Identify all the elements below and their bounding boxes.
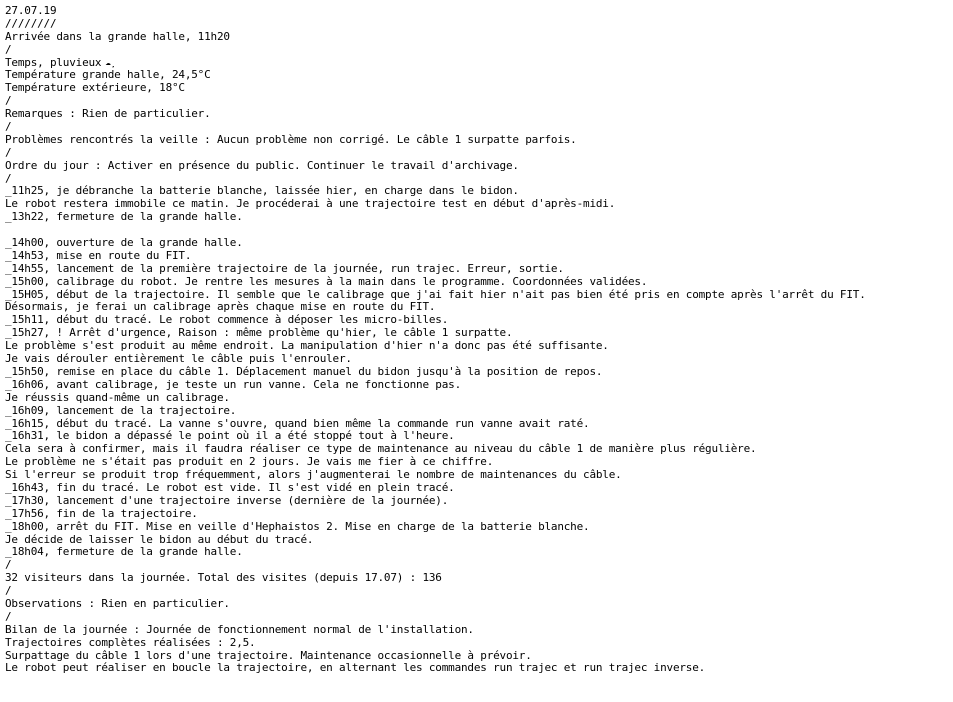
log-entry: _18h00, arrêt du FIT. Mise en veille d'Hephaistos 2. Mise en charge de la batterie blanche. <box>5 520 590 533</box>
log-date: 27.07.19 <box>5 5 57 17</box>
log-entry: _17h56, fin de la trajectoire. <box>5 507 198 520</box>
observations-line: Observations : Rien en particulier. <box>5 597 230 610</box>
separator-line: / <box>5 610 12 623</box>
separator-line: / <box>5 585 12 598</box>
log-entry: _15h50, remise en place du câble 1. Déplacement manuel du bidon jusqu'à la position de repos. <box>5 365 603 378</box>
summary-line: Bilan de la journée : Journée de fonctionnement normal de l'installation. <box>5 623 474 636</box>
log-entry: Le problème ne s'était pas produit en 2 jours. Je vais me fier à ce chiffre. <box>5 456 494 469</box>
log-entry: _16h43, fin du tracé. Le robot est vide. Il s'est vidé en plein tracé. <box>5 481 455 494</box>
log-entry: Je décide de laisser le bidon au début du tracé. <box>5 533 314 546</box>
log-entry: _15h11, début du tracé. Le robot commence à déposer les micro-billes. <box>5 314 449 327</box>
log-entry: _11h25, je débranche la batterie blanche, laissée hier, en charge dans le bidon. <box>5 185 519 198</box>
log-entry: _15H05, début de la trajectoire. Il semble que le calibrage que j'ai fait hier n'ait pas bien été pris en compte après l'arrêt du FIT. <box>5 288 866 301</box>
separator-line: / <box>5 43 12 56</box>
log-entry: Je vais dérouler entièrement le câble puis l'enrouler. <box>5 353 352 366</box>
arrival-line: Arrivée dans la grande halle, 11h20 <box>5 30 230 43</box>
log-document <box>5 5 949 675</box>
summary-line: Surpattage du câble 1 lors d'une trajectoire. Maintenance occasionnelle à prévoir. <box>5 649 532 662</box>
separator-line: / <box>5 146 12 159</box>
separator-line: / <box>5 559 12 572</box>
separator-line: / <box>5 172 12 185</box>
log-entry: Si l'erreur se produit trop fréquemment, alors j'augmenterai le nombre de maintenances du câble. <box>5 469 622 482</box>
separator-line: / <box>5 121 12 134</box>
log-entry: Le problème s'est produit au même endroit. La manipulation d'hier n'a donc pas été suffisante. <box>5 340 609 353</box>
separator-line: / <box>5 95 12 108</box>
log-entry: _16h15, début du tracé. La vanne s'ouvre, quand bien même la commande run vanne avait raté. <box>5 417 590 430</box>
log-entry: Je réussis quand-même un calibrage. <box>5 391 230 404</box>
log-entry: _16h09, lancement de la trajectoire. <box>5 404 237 417</box>
log-entry: _16h31, le bidon a dépassé le point où il a été stoppé tout à l'heure. <box>5 430 455 443</box>
log-entry: _18h04, fermeture de la grande halle. <box>5 546 243 559</box>
log-entry: Désormais, je ferai un calibrage après chaque mise en route du FIT. <box>5 301 436 314</box>
agenda-line: Ordre du jour : Activer en présence du public. Continuer le travail d'archivage. <box>5 159 519 172</box>
visitors-line: 32 visiteurs dans la journée. Total des visites (depuis 17.07) : 136 <box>5 572 442 585</box>
log-entry: _14h00, ouverture de la grande halle. <box>5 237 243 250</box>
separator-line: //////// <box>5 17 57 30</box>
log-entry: _14h55, lancement de la première trajectoire de la journée, run trajec. Erreur, sortie. <box>5 262 564 275</box>
hall-temperature-line: Température grande halle, 24,5°C <box>5 69 211 82</box>
outside-temperature-line: Température extérieure, 18°C <box>5 82 185 95</box>
log-entry: _16h06, avant calibrage, je teste un run vanne. Cela ne fonctionne pas. <box>5 378 462 391</box>
log-entry: Le robot restera immobile ce matin. Je procéderai à une trajectoire test en début d'après-midi. <box>5 198 616 211</box>
log-entry: _15h00, calibrage du robot. Je rentre les mesures à la main dans le programme. Coordonnées validées. <box>5 275 648 288</box>
summary-line: Trajectoires complètes réalisées : 2,5. <box>5 636 256 649</box>
log-entry: _15h27, ! Arrêt d'urgence, Raison : même problème qu'hier, le câble 1 surpatte. <box>5 327 513 340</box>
log-entry: Cela sera à confirmer, mais il faudra réaliser ce type de maintenance au niveau du câble 1 de manière plus régulière. <box>5 443 757 456</box>
blank-line <box>5 224 949 237</box>
log-entry: _13h22, fermeture de la grande halle. <box>5 211 243 224</box>
weather-text: Temps, pluvieux <box>5 56 102 69</box>
weather-line <box>5 57 949 70</box>
previous-problems-line: Problèmes rencontrés la veille : Aucun problème non corrigé. Le câble 1 surpatte parfois. <box>5 133 577 146</box>
summary-line: Le robot peut réaliser en boucle la trajectoire, en alternant les commandes run trajec et run trajec inverse. <box>5 662 706 675</box>
log-entry: _17h30, lancement d'une trajectoire inverse (dernière de la journée). <box>5 494 449 507</box>
log-entry: _14h53, mise en route du FIT. <box>5 249 192 262</box>
rain-cloud-icon: ☁̦̦ <box>105 57 111 68</box>
remarks-line: Remarques : Rien de particulier. <box>5 108 211 121</box>
